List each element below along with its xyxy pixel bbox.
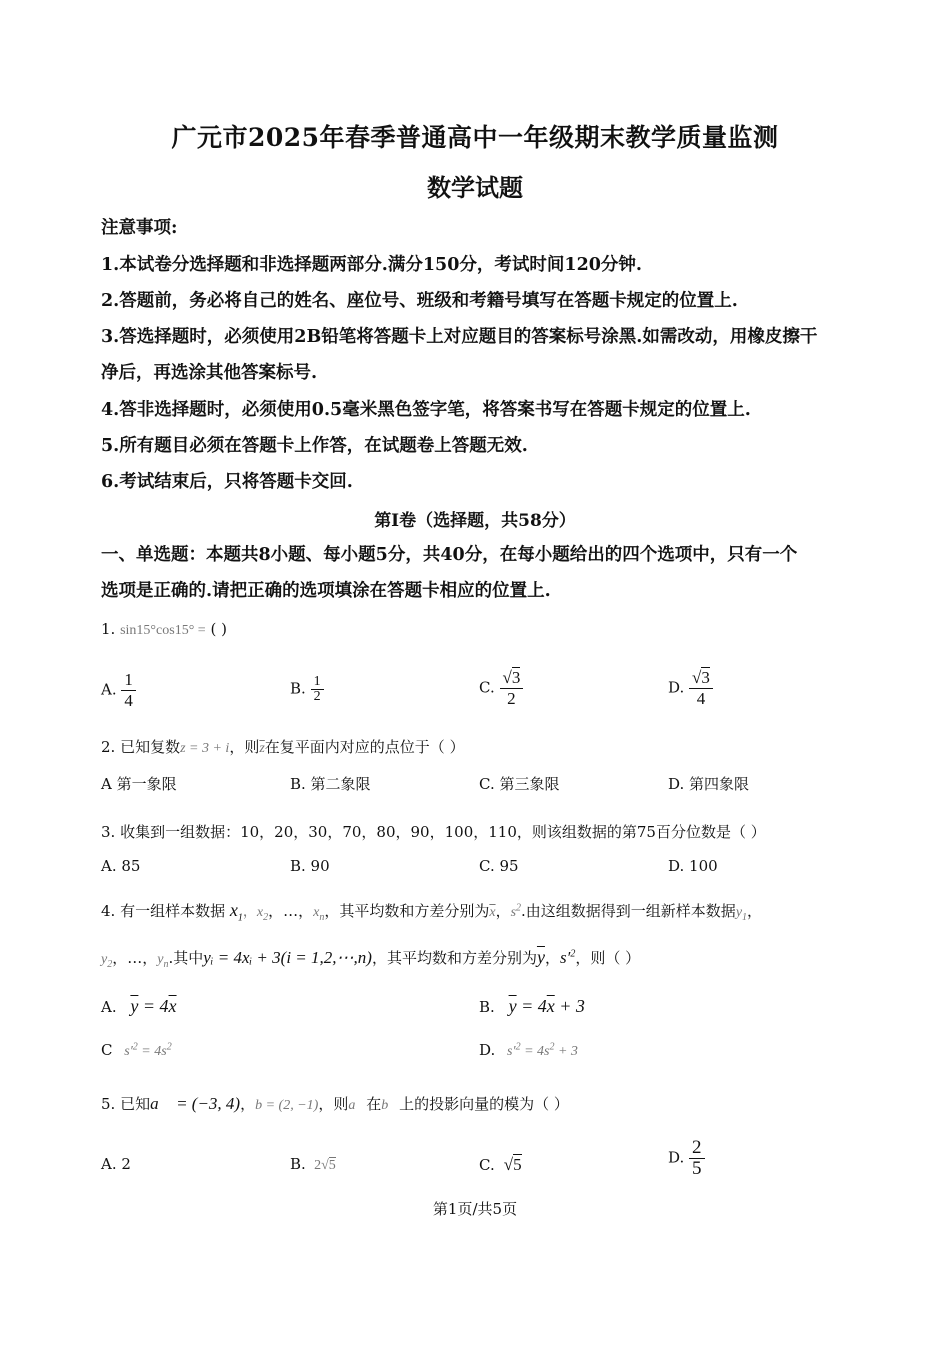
math-expression: 2√5 [314, 1158, 336, 1173]
question-5: 5. 已知a⃗ = (−3, 4)，b = (2, −1)，则a⃗在b⃗上的投影向量的模为（ ） [101, 1094, 569, 1113]
question-4-line-2: $y_2$，…，$y_n$.其中yᵢ = 4xᵢ + 3(i = 1,2,⋯,n)，其平均数和方差分别为$\overline{y}$，$s'^2$，则（ ） [101, 947, 641, 970]
numerator: √3 [502, 668, 521, 687]
notice-item: 3.答选择题时，必须使用2B铅笔将答题卡上对应题目的答案标号涂黑.如需改动，用橡皮擦干 [101, 327, 818, 347]
math-expression: $s'^2 = 4s^2 + 3$ [500, 1041, 578, 1059]
denominator: 4 [121, 690, 136, 711]
question-3: 3. 收集到一组数据：10，20，30，70，80，90，100，110，则该组数据的第75百分位数是（ ） [101, 823, 766, 841]
math-s-prime2: $s'^2$ [559, 948, 576, 967]
complex-number: z = 3 + i [180, 741, 230, 756]
question-text: ，其平均数和方差分别为 [324, 902, 490, 920]
conjugate-z: $\overline{z}$ [259, 741, 265, 756]
fraction [689, 668, 713, 709]
radicand: 5 [513, 1155, 522, 1174]
radicand: 3 [511, 668, 521, 687]
option-3b: B. 90 [290, 857, 330, 875]
option-4d [479, 1041, 578, 1060]
fraction [121, 670, 136, 711]
question-text: ，其平均数和方差分别为 [371, 949, 537, 967]
option-5c [479, 1155, 522, 1175]
option-2c: C. 第三象限 [479, 775, 560, 793]
math-x2: $x_2$ [256, 905, 269, 923]
question-text: 上的投影向量的模为（ ） [399, 1095, 569, 1113]
page-subtitle: 数学试题 [427, 173, 523, 202]
numerator: 1 [313, 674, 321, 689]
question-text: .由这组数据得到一组新样本数据 [521, 902, 736, 920]
question-text: ，则（ ） [575, 949, 641, 967]
option-3c: C. 95 [479, 857, 519, 875]
option-2d: D. 第四象限 [668, 775, 750, 793]
page-title: 广元市2025年春季普通高中一年级期末教学质量监测 [171, 123, 779, 152]
math-formula: yᵢ = 4xᵢ + 3 [203, 948, 281, 967]
question-4-line-1: 4. 有一组样本数据 $x_1$，$x_2$，…，$x_n$，其平均数和方差分别为$\overline{x}$，$s^2$.由这组数据得到一组新样本数据$y_1$， [101, 900, 763, 924]
option-5d [668, 1138, 705, 1179]
vector-a-ref: a⃗ [348, 1098, 367, 1113]
option-label: D. [668, 678, 685, 697]
radicand: 5 [328, 1158, 336, 1173]
question-text: 在复平面内对应的点位于（ ） [264, 738, 465, 756]
option-3d: D. 100 [668, 857, 718, 875]
math-x1: $x_1$ [229, 900, 243, 924]
section-instruction: 选项是正确的.请把正确的选项填涂在答题卡相应的位置上. [101, 581, 551, 601]
question-number: 1. [101, 620, 116, 638]
math-y2: $y_2$ [101, 952, 113, 970]
notice-item: 2.答题前，务必将自己的姓名、座位号、班级和考籍号填写在答题卡规定的位置上. [101, 291, 738, 311]
option-5b [290, 1155, 336, 1174]
notice-item: 5.所有题目必须在答题卡上作答，在试题卷上答题无效. [101, 436, 528, 456]
option-2b: B. 第二象限 [290, 775, 371, 793]
math-xn: $x_n$ [313, 905, 325, 923]
math-yn: $y_n$ [157, 952, 169, 970]
answer-paren: ( ) [210, 620, 227, 638]
option-1c [479, 668, 523, 709]
option-label: A. [101, 998, 117, 1016]
denominator: 2 [311, 689, 324, 704]
math-condition: (i = 1,2,⋯,n) [280, 948, 372, 967]
question-1 [101, 620, 861, 639]
numerator: 2 [692, 1137, 702, 1158]
notice-item: 4.答非选择题时，必须使用0.5毫米黑色签字笔，将答案书写在答题卡规定的位置上. [101, 400, 751, 420]
vector-b-ref: b⃗ [381, 1098, 400, 1113]
denominator: 4 [689, 688, 713, 709]
notice-heading: 注意事项: [101, 218, 178, 238]
page-footer: 第1页/共5页 [432, 1200, 518, 1218]
option-4c [101, 1041, 172, 1060]
denominator: 2 [500, 688, 524, 709]
denominator: 5 [689, 1158, 705, 1179]
vector-a: a⃗ = (−3, 4) [150, 1094, 241, 1113]
radicand: 3 [701, 668, 710, 687]
fraction [689, 1138, 705, 1179]
option-1d [668, 668, 713, 709]
option-label: B. [290, 679, 306, 698]
option-label: D. [668, 1148, 685, 1167]
fraction [500, 668, 524, 709]
question-expression: sin15°cos15° = [120, 623, 206, 638]
notice-item: 1.本试卷分选择题和非选择题两部分.满分150分，考试时间120分钟. [101, 255, 643, 275]
math-ybar: $\overline{y}$ [536, 947, 545, 967]
math-expression: √5 [499, 1155, 522, 1174]
notice-item: 6.考试结束后，只将答题卡交回. [101, 472, 353, 492]
math-xbar: $\overline{x}$ [489, 905, 496, 920]
notice-item: 净后，再选涂其他答案标号. [101, 363, 318, 383]
option-label: A. [101, 680, 117, 699]
math-expression: $s'^2 = 4s^2$ [117, 1041, 172, 1059]
option-1a [101, 670, 136, 711]
numerator: 1 [124, 670, 133, 689]
question-text: 5. 已知 [101, 1095, 151, 1113]
option-1b [290, 675, 324, 704]
option-label: D. [479, 1041, 496, 1059]
option-label: B. [290, 1155, 306, 1173]
option-label: C [101, 1041, 113, 1059]
section-instruction: 一、单选题：本题共8小题、每小题5分，共40分，在每小题给出的四个选项中，只有一个 [101, 545, 798, 565]
math-expression: $\overline{y} = 4\overline{x}$ [130, 996, 177, 1016]
question-text: ，则 [318, 1095, 349, 1113]
option-label: C. [479, 678, 495, 697]
question-text: ，则 [229, 738, 260, 756]
math-y1: $y_1$ [735, 905, 748, 923]
question-text: 在 [366, 1095, 382, 1113]
option-label: C. [479, 1156, 495, 1174]
section-heading: 第Ⅰ卷（选择题，共58分） [374, 511, 576, 531]
option-label: B. [479, 998, 495, 1016]
option-5a: A. 2 [101, 1155, 131, 1173]
option-3a: A. 85 [101, 857, 141, 875]
math-expression: $\overline{y} = 4\overline{x} + 3$ [508, 996, 585, 1016]
option-4b [479, 996, 585, 1017]
numerator: √3 [692, 668, 710, 687]
question-2 [101, 736, 861, 757]
question-text: 4. 有一组样本数据 [101, 902, 226, 920]
question-text: .其中 [168, 949, 204, 967]
option-4a [101, 996, 177, 1017]
question-text: 2. 已知复数 [101, 738, 181, 756]
option-2a: A 第一象限 [101, 775, 177, 793]
math-s2: $s^2$ [510, 902, 522, 920]
vector-b: b = (2, −1) [255, 1098, 319, 1113]
coefficient: 2 [314, 1158, 322, 1173]
fraction [311, 675, 324, 704]
